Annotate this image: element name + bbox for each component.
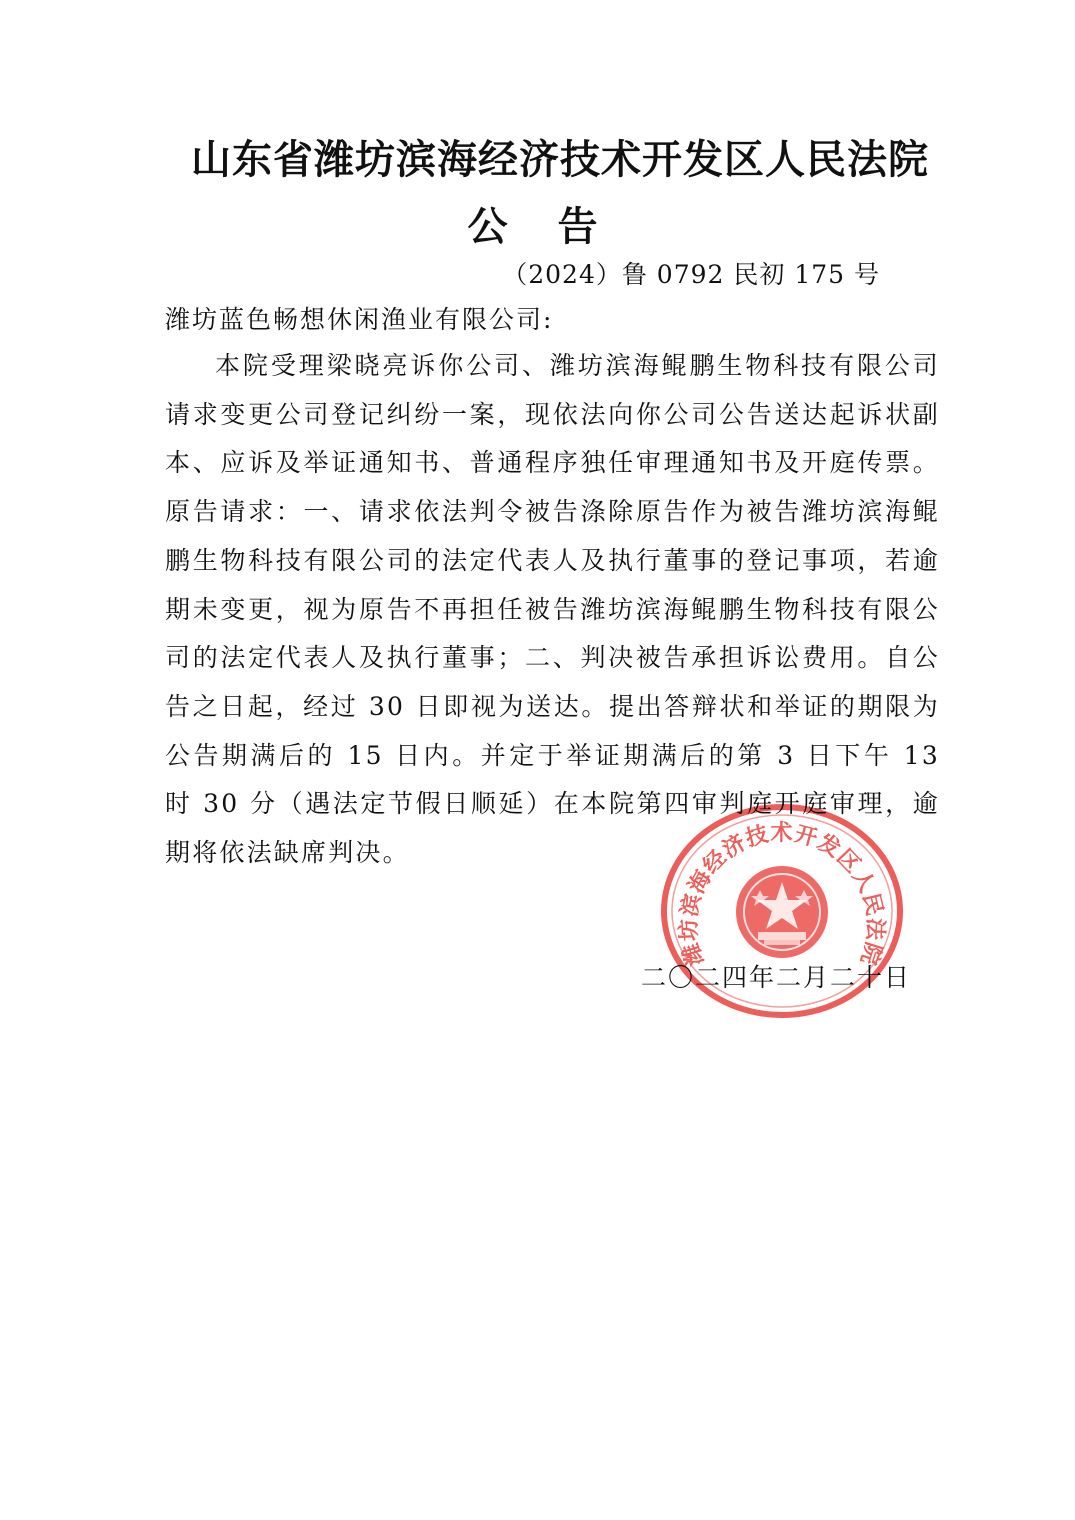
court-seal bbox=[660, 802, 904, 1020]
signature-date: 二〇二四年二月二十日 bbox=[640, 963, 911, 992]
announcement-body: 本院受理梁晓亮诉你公司、潍坊滨海鲲鹏生物科技有限公司请求变更公司登记纠纷一案，现依法向你公司公告送达起诉状副本、应诉及举证通知书、普通程序独任审理通知书及开庭传票。原告请求：一、请求依法判令被告涤除原告作为被告潍坊滨海鲲鹏生物科技有限公司的法定代表人及执行董事的登记事项，若逾期未变更，视为原告不再担任被告潍坊滨海鲲鹏生物科技有限公司的法定代表人及执行董事；二、判决被告承担诉讼费用。自公告之日起，经过 30 日即视为送达。提出答辩状和举证的期限为公告期满后的 15 日内。并定于举证期满后的第 3 日下午 13 时 30 分（遇法定节假日顺延）在本院第四审判庭开庭审理，逾期将依法缺席判决。 bbox=[165, 351, 940, 868]
document-type-title: 公 告 bbox=[467, 203, 616, 250]
national-emblem-icon bbox=[736, 866, 828, 958]
court-title: 山东省潍坊滨海经济技术开发区人民法院 bbox=[191, 136, 929, 183]
addressee: 潍坊蓝色畅想休闲渔业有限公司: bbox=[165, 305, 554, 334]
case-number: （2024）鲁 0792 民初 175 号 bbox=[502, 260, 880, 289]
seal-text: 潍坊滨海经济技术开发区人民法院 bbox=[675, 820, 889, 969]
